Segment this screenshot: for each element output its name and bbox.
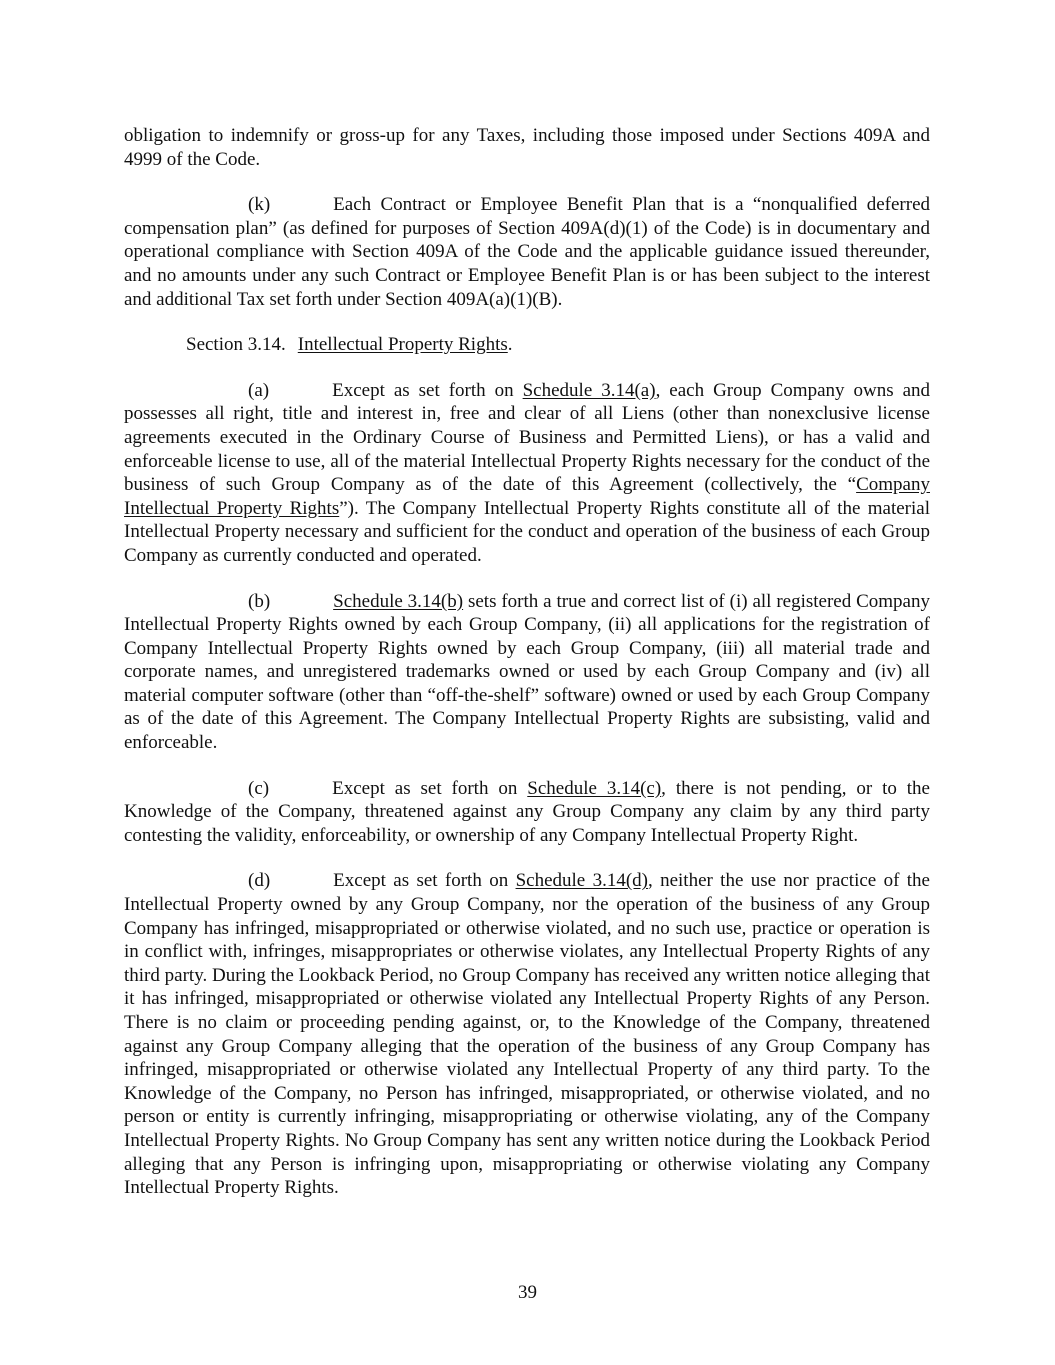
paragraph-c-label: (c)	[248, 777, 270, 799]
document-page	[124, 124, 930, 1200]
paragraph-a	[124, 379, 930, 568]
paragraph-c-text-2: , there is not pending, or to the Knowledge of the Company, threatened against any Group Company any claim by any third party contesting the validity, enforceability, or ownership of any Company Intellectual Property Right.	[124, 777, 930, 846]
paragraph-a-label: (a)	[248, 379, 270, 401]
paragraph-k	[124, 193, 930, 311]
schedule-3-14-b-reference: Schedule 3.14(b)	[333, 590, 464, 612]
schedule-3-14-d-reference: Schedule 3.14(d)	[515, 870, 648, 892]
paragraph-a-text-2: , each Group Company owns and possesses all right, title and interest in, free and clear of all Liens (other than nonexclusive license agreements executed in the Ordinary Course of Business and Permitted Liens), or has a valid and enforceable license to use, all of the material Intellectual Property Rights necessary for the conduct of the business of such Group Company as of the date of this Agreement (collectively, the “	[124, 379, 931, 496]
schedule-3-14-a-reference: Schedule 3.14(a)	[522, 379, 656, 401]
paragraph-a-text-1: Except as set forth on	[332, 379, 523, 401]
section-title: Intellectual Property Rights	[297, 334, 508, 356]
paragraph-a-text-3: ”). The Company Intellectual Property Rights constitute all of the material Intellectual Property necessary and sufficient for the conduct and operation of the business of each Group Company as currently conducted and operated.	[124, 497, 930, 566]
paragraph-d-text-2: , neither the use nor practice of the Intellectual Property owned by any Group Company, nor the operation of the business of any Group Company has infringed, misappropriated or otherwise violated, and no such use, practice or operation is in conflict with, infringes, misappropriates or otherwise violates, any Intellectual Property Rights of any third party. During the Lookback Period, no Group Company has received any written notice alleging that it has infringed, misappropriated or otherwise violated any Intellectual Property Rights of any Person. There is no claim or proceeding pending against, or, to the Knowledge of the Company, threatened against any Group Company alleging that the operation of the business of any Group Company has infringed, misappropriated or otherwise violated any Intellectual Property of any third party. To the Knowledge of the Company, no Person has infringed, misappropriated, or otherwise violated, and no person or entity is currently infringing, misappropriating or otherwise violating, any of the Company Intellectual Property Rights. No Group Company has sent any written notice during the Lookback Period alleging that any Person is infringing upon, misappropriating or otherwise violating any Company Intellectual Property Rights.	[124, 870, 930, 1199]
carryover-paragraph: obligation to indemnify or gross-up for any Taxes, including those imposed under Sections 409A and 4999 of the Code.	[124, 125, 930, 170]
page-number: 39	[518, 1282, 537, 1303]
defined-term-company-ip-rights: Company Intellectual Property Rights	[124, 474, 930, 519]
section-number: Section 3.14.	[186, 334, 286, 356]
paragraph-b	[124, 590, 930, 755]
section-title-period: .	[507, 334, 513, 356]
paragraph-b-label: (b)	[248, 590, 271, 612]
paragraph-c	[124, 777, 930, 848]
paragraph-d-text-1: Except as set forth on	[333, 870, 516, 892]
paragraph-b-text: sets forth a true and correct list of (i) all registered Company Intellectual Property Rights owned by each Group Company, (ii) all applications for the registration of Company Intellectual Property Rights owned by each Group Company, (iii) all material trade and corporate names, and unregistered trademarks owned or used by each Group Company and (iv) all material computer software (other than “off-the-shelf” software) owned or used by each Group Company as of the date of this Agreement. The Company Intellectual Property Rights are subsisting, valid and enforceable.	[124, 590, 930, 754]
paragraph-d-label: (d)	[248, 870, 271, 892]
paragraph-k-text: Each Contract or Employee Benefit Plan that is a “nonqualified deferred compensation plan” (as defined for purposes of Section 409A(d)(1) of the Code) is in documentary and operational compliance with Section 409A of the Code and the applicable guidance issued thereunder, and no amounts under any such Contract or Employee Benefit Plan is or has been subject to the interest and additional Tax set forth under Section 409A(a)(1)(B).	[124, 194, 930, 310]
paragraph-c-text-1: Except as set forth on	[332, 777, 528, 799]
schedule-3-14-c-reference: Schedule 3.14(c)	[527, 777, 662, 799]
paragraph-d	[124, 869, 930, 1199]
paragraph-k-label: (k)	[248, 194, 271, 216]
section-heading	[124, 333, 930, 357]
